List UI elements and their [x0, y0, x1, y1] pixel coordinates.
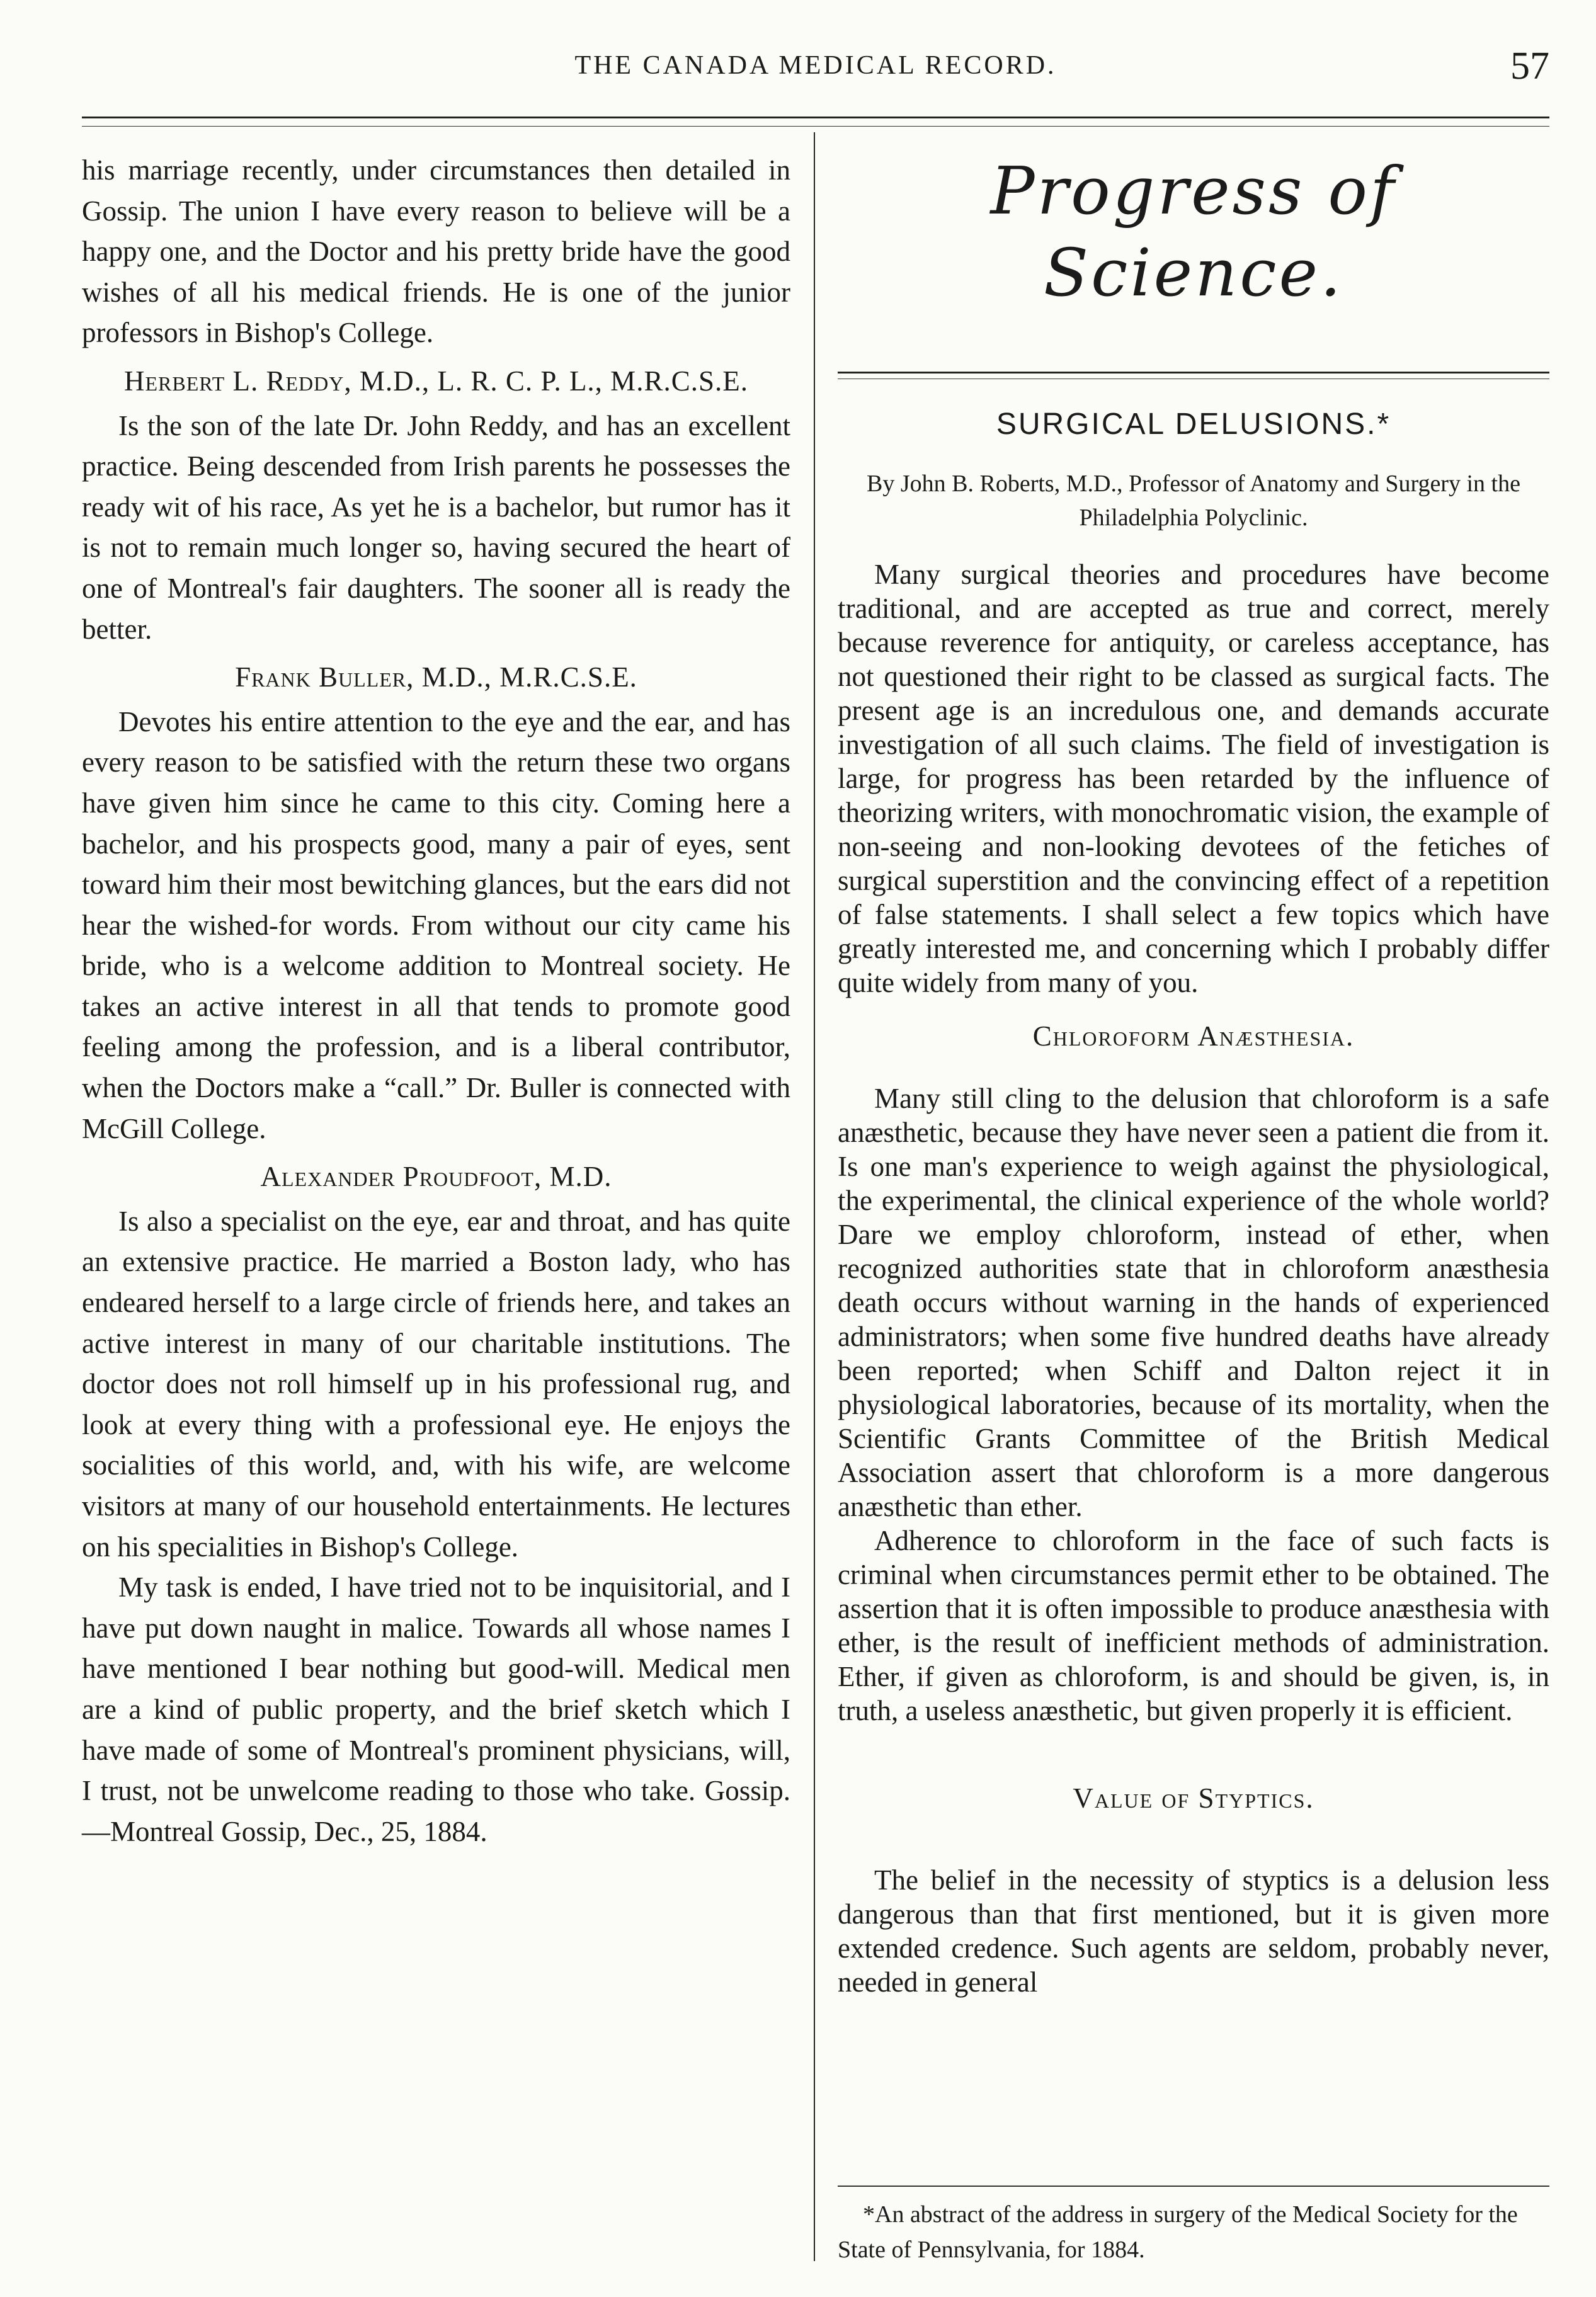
paragraph-styptics: The belief in the necessity of styptics is a delusion less dangerous than that first mentioned, but it is given more extended credence. Such agents are seldom, probably never, needed in general	[838, 1864, 1549, 1998]
page-header	[82, 44, 1549, 101]
header-rule-thin	[82, 126, 1549, 127]
subheading-chloroform: Chloroform Anæsthesia.	[1032, 1020, 1355, 1052]
paragraph-chloroform-1: Many still cling to the delusion that chloroform is a safe anæsthetic, because they have never seen a patient die from it. Is one man's experience to weigh against the physiological, the experimental, the clinical experience of the whole world? Dare we employ chloroform, instead of ether, when recognized authorities state that in chloroform anæsthesia death occurs without warning in the hands of experienced administrators; when some five hundred deaths have already been reported; when Schiff and Dalton reject it in physiological laboratories, because of its mortality, when the Scientific Grants Committee of the British Medical Association assert that chloroform is a more dangerous anæsthetic than ether.	[838, 1083, 1549, 1523]
paragraph-proudfoot: Is also a specialist on the eye, ear and throat, and has quite an extensive practice. He married a Boston lady, who has endeared herself to a large circle of friends here, and takes an active interest in many of our charitable institutions. The doctor does not roll himself up in his professional rug, and look at every thing with a professional eye. He enjoys the socialities of this world, and, with his wife, are welcome visitors at many of our household entertainments. He lectures on his specialities in Bishop's College.	[82, 1205, 790, 1563]
header-rule	[82, 117, 1549, 118]
paragraph-continued: his marriage recently, under circumstances then detailed in Gossip. The union I have every reason to believe will be a happy one, and the Doctor and his pretty bride have the good wishes of all his medical friends. He is one of the junior professors in Bishop's College.	[82, 154, 790, 349]
page-number: 57	[1510, 45, 1549, 88]
entry-heading-buller: Frank Buller, M.D., M.R.C.S.E.	[235, 661, 637, 693]
paragraph-closing: My task is ended, I have tried not to be inquisitorial, and I have put down naught in malice. Towards all whose names I have mentioned I bear nothing but good-will. Medical men are a kind of public property, and the brief sketch which I have made of some of Montreal's prominent physicians, will, I trust, not be unwelcome reading to those who take. Gossip.—Montreal Gossip, Dec., 25, 1884.	[82, 1571, 790, 1847]
section-title: Progress of Science.	[990, 152, 1397, 311]
footnote: *An abstract of the address in surgery of the Medical Society for the State of Pennsylvania, for 1884.	[838, 2201, 1518, 2263]
article-title: SURGICAL DELUSIONS.*	[996, 408, 1391, 441]
subheading-styptics: Value of Styptics.	[1073, 1782, 1314, 1815]
column-divider	[814, 132, 815, 2261]
entry-heading-reddy: Herbert L. Reddy, M.D., L. R. C. P. L., M.R.C.S.E.	[124, 365, 748, 397]
paragraph-intro: Many surgical theories and procedures have become traditional, and are accepted as true and correct, merely because reverence for antiquity, or careless acceptance, has not questioned their right to be classed as surgical facts. The present age is an incredulous one, and demands accurate investigation of all such claims. The field of investigation is large, for progress has been retarded by the influence of theorizing writers, with monochromatic vision, the example of non-seeing and non-looking devotees of the fetiches of surgical superstition and the convincing effect of a repetition of false statements. I shall select a few topics which have greatly interested me, and concerning which I probably differ quite widely from many of you.	[838, 558, 1549, 998]
section-rule	[838, 372, 1549, 373]
left-column	[82, 150, 790, 1852]
right-column	[838, 150, 1549, 1999]
paragraph-reddy: Is the son of the late Dr. John Reddy, and has an excellent practice. Being descended from Irish parents he possesses the ready wit of his race, As yet he is a bachelor, but rumor has it is not to remain much longer so, having secured the heart of one of Montreal's fair daughters. The sooner all is ready the better.	[82, 409, 790, 645]
running-title: THE CANADA MEDICAL RECORD.	[574, 51, 1057, 80]
paragraph-buller: Devotes his entire attention to the eye and the ear, and has every reason to be satisfied with the return these two organs have given him since he came to this city. Coming here a bachelor, and his prospects good, many a pair of eyes, sent toward him their most bewitching glances, but the ears did not hear the wished-for words. From without our city came his bride, who is a welcome addition to Montreal society. He takes an active interest in all that tends to promote good feeling among the profession, and is a liberal contributor, when the Doctors make a “call.” Dr. Buller is connected with McGill College.	[82, 705, 790, 1144]
footnote-rule	[838, 2186, 1549, 2187]
paragraph-chloroform-2: Adherence to chloroform in the face of such facts is criminal when circumstances permit ether to be obtained. The assertion that it is often impossible to produce anæsthesia with ether, is the result of inefficient methods of administration. Ether, if given as chloroform, is and should be given, is, in truth, a useless anæsthetic, but given properly it is efficient.	[838, 1525, 1549, 1727]
entry-heading-proudfoot: Alexander Proudfoot, M.D.	[260, 1161, 612, 1193]
byline: By John B. Roberts, M.D., Professor of Anatomy and Surgery in the Philadelphia Polyclinic.	[867, 470, 1520, 531]
